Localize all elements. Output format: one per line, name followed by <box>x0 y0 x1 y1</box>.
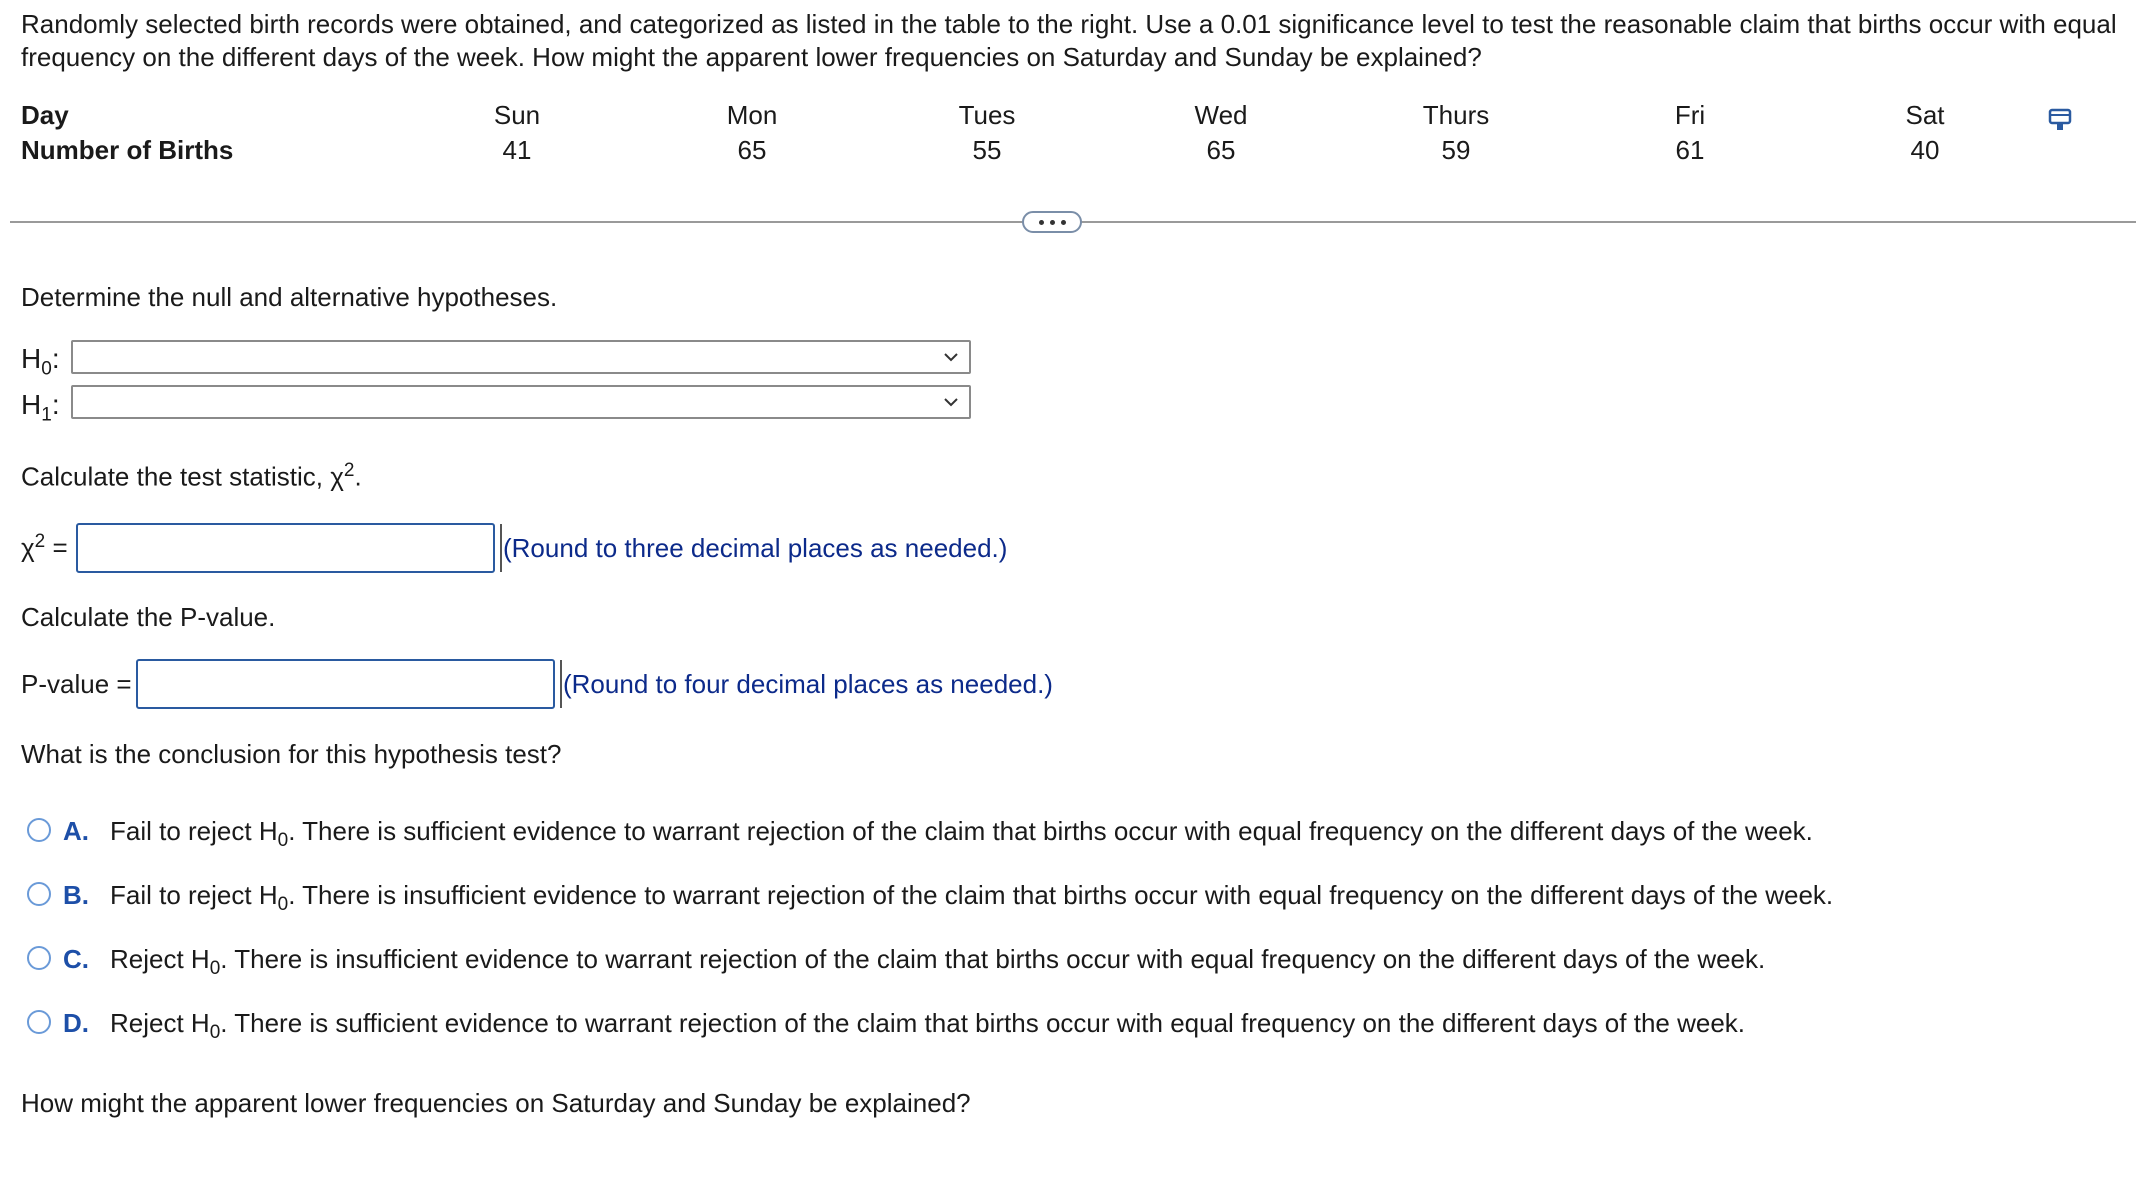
option-a-radio[interactable] <box>27 818 51 842</box>
table-day-label: Day <box>21 100 69 130</box>
h0-label <box>21 343 60 381</box>
h1-subscript: 1 <box>41 404 52 426</box>
p-value-label: P-value = <box>21 669 132 699</box>
option-c-sub: 0 <box>209 958 221 980</box>
more-dots-icon-dot <box>1050 220 1055 225</box>
option-a-text[interactable] <box>110 816 1813 852</box>
more-dots-button[interactable] <box>1022 211 1082 233</box>
copy-table-icon[interactable] <box>2047 105 2075 133</box>
test-statistic-prompt-sup: 2 <box>343 460 355 481</box>
option-d-text[interactable] <box>110 1008 1745 1044</box>
conclusion-prompt: What is the conclusion for this hypothesis test? <box>21 739 562 769</box>
more-dots-icon <box>1039 220 1044 225</box>
option-b-letter[interactable]: B. <box>63 880 89 910</box>
table-births-cell: 65 <box>1206 135 1236 165</box>
option-b-text[interactable] <box>110 880 1833 916</box>
table-births-cell: 55 <box>972 135 1002 165</box>
test-statistic-prompt-text: Calculate the test statistic, χ <box>21 461 344 492</box>
table-births-cell: 65 <box>737 135 767 165</box>
option-c-letter[interactable]: C. <box>63 944 89 974</box>
table-births-cell: 41 <box>502 135 532 165</box>
test-statistic-prompt <box>21 460 362 493</box>
table-day-cell: Tues <box>958 100 1016 130</box>
option-d-sub: 0 <box>209 1022 221 1044</box>
hypotheses-prompt: Determine the null and alternative hypotheses. <box>21 282 558 312</box>
option-a-post: . There is sufficient evidence to warrant rejection of the claim that births occur with equal frequency on the different days of the week. <box>288 816 1813 846</box>
chi-sup: 2 <box>34 531 46 552</box>
option-b-post: . There is insufficient evidence to warrant rejection of the claim that births occur with equal frequency on the different days of the week. <box>288 880 1834 910</box>
option-b-sub: 0 <box>277 894 289 916</box>
p-value-prompt: Calculate the P-value. <box>21 602 276 632</box>
h0-letter: H <box>21 343 42 374</box>
option-b-radio[interactable] <box>27 882 51 906</box>
table-births-cell: 59 <box>1441 135 1471 165</box>
option-d-radio[interactable] <box>27 1010 51 1034</box>
table-births-cell: 61 <box>1675 135 1705 165</box>
h0-subscript: 0 <box>41 358 52 380</box>
table-births-cell: 40 <box>1910 135 1940 165</box>
option-a-pre: Fail to reject H <box>110 816 278 846</box>
h0-select[interactable] <box>71 340 971 374</box>
p-value-hint: (Round to four decimal places as needed.) <box>563 669 1053 699</box>
option-c-radio[interactable] <box>27 946 51 970</box>
hint-divider <box>560 660 562 708</box>
chi-square-hint: (Round to three decimal places as needed.) <box>503 533 1008 563</box>
table-day-cell: Wed <box>1194 100 1248 130</box>
chevron-down-icon <box>943 396 959 408</box>
h1-select[interactable] <box>71 385 971 419</box>
h1-label <box>21 389 60 427</box>
h1-colon: : <box>51 389 60 420</box>
more-dots-icon-dot <box>1061 220 1066 225</box>
option-b-pre: Fail to reject H <box>110 880 278 910</box>
option-d-pre: Reject H <box>110 1008 210 1038</box>
option-c-post: . There is insufficient evidence to warrant rejection of the claim that births occur with equal frequency on the different days of the week. <box>220 944 1766 974</box>
table-day-cell: Sun <box>493 100 541 130</box>
option-d-post: . There is sufficient evidence to warrant rejection of the claim that births occur with equal frequency on the different days of the week. <box>220 1008 1746 1038</box>
table-day-cell: Fri <box>1674 100 1706 130</box>
option-d-letter[interactable]: D. <box>63 1008 89 1038</box>
chi-square-label <box>21 531 68 564</box>
option-c-text[interactable] <box>110 944 1765 980</box>
test-statistic-prompt-end: . <box>354 461 362 492</box>
option-c-pre: Reject H <box>110 944 210 974</box>
table-births-label: Number of Births <box>21 135 234 165</box>
chi-square-input[interactable] <box>76 523 495 573</box>
h1-letter: H <box>21 389 42 420</box>
option-a-sub: 0 <box>277 830 289 852</box>
final-question: How might the apparent lower frequencies on Saturday and Sunday be explained? <box>21 1088 971 1118</box>
table-day-cell: Sat <box>1905 100 1945 130</box>
table-day-cell: Mon <box>726 100 778 130</box>
p-value-input[interactable] <box>136 659 555 709</box>
table-day-cell: Thurs <box>1422 100 1490 130</box>
hint-divider <box>500 524 502 572</box>
chi-equals: = <box>45 532 68 563</box>
chi-symbol: χ <box>21 532 35 563</box>
h0-colon: : <box>51 343 60 374</box>
question-text: Randomly selected birth records were obtained, and categorized as listed in the table to the right. Use a 0.01 significance level to test the reasonable claim that births occur with equal frequency on the different days of the week. How might the apparent lower frequencies on Saturday and Sunday be explained? <box>21 9 2117 72</box>
chevron-down-icon <box>943 351 959 363</box>
option-a-letter[interactable]: A. <box>63 816 89 846</box>
